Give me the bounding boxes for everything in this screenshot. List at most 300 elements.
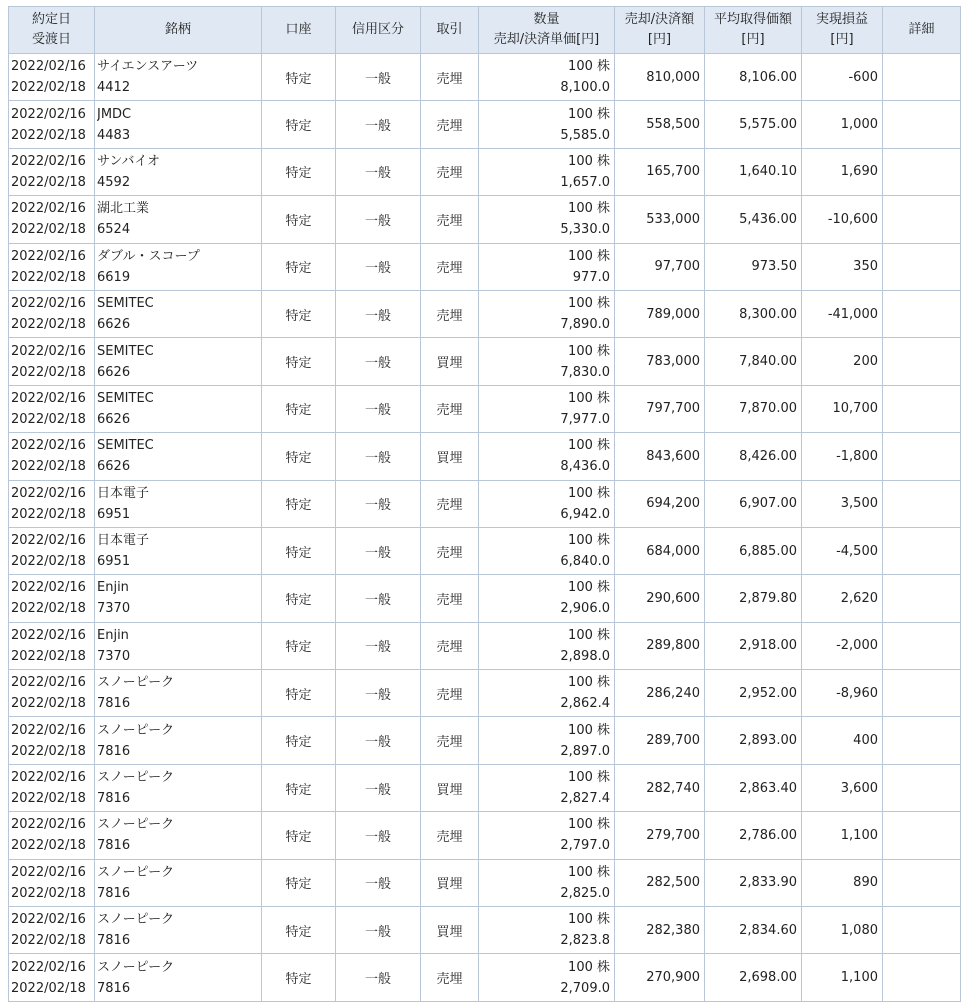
stock-name-link[interactable]: スノーピーク <box>97 959 175 975</box>
avg-cost-cell: 2,834.60 <box>705 907 802 954</box>
qty-price-cell <box>479 954 615 1001</box>
header-amount-unit: [円] <box>647 32 672 47</box>
settle-date: 2022/02/18 <box>11 127 86 143</box>
quantity: 100 株 <box>568 675 610 691</box>
detail-cell <box>883 54 961 101</box>
margin-type-cell: 一般 <box>336 954 421 1001</box>
trade-date: 2022/02/16 <box>11 959 86 975</box>
header-qty-price[interactable] <box>479 7 615 54</box>
stock-cell <box>95 859 262 906</box>
quantity: 100 株 <box>568 580 610 596</box>
qty-price-cell <box>479 196 615 243</box>
qty-price-cell <box>479 812 615 859</box>
qty-price-cell <box>479 717 615 764</box>
table-row <box>9 670 961 717</box>
stock-code: 4592 <box>97 174 131 190</box>
date-cell <box>9 859 95 906</box>
table-row <box>9 480 961 527</box>
stock-name-link[interactable]: Enjin <box>97 627 129 643</box>
header-amount-cell[interactable] <box>615 7 705 54</box>
avg-cost-cell: 5,575.00 <box>705 101 802 148</box>
settle-date: 2022/02/18 <box>11 269 86 285</box>
pnl-cell: 1,690 <box>802 148 883 195</box>
stock-name-link[interactable]: スノーピーク <box>97 770 175 786</box>
quantity: 100 株 <box>568 627 610 643</box>
pnl-cell: 400 <box>802 717 883 764</box>
avg-cost-cell: 2,918.00 <box>705 622 802 669</box>
date-cell <box>9 101 95 148</box>
price: 2,825.0 <box>560 885 610 901</box>
account-cell: 特定 <box>262 764 336 811</box>
amount-cell: 843,600 <box>615 433 705 480</box>
price: 8,100.0 <box>560 80 610 96</box>
trade-type-cell: 売埋 <box>421 954 479 1001</box>
avg-cost-cell: 1,640.10 <box>705 148 802 195</box>
date-cell <box>9 433 95 480</box>
avg-cost-cell: 6,907.00 <box>705 480 802 527</box>
stock-cell <box>95 527 262 574</box>
stock-code: 6951 <box>97 554 131 570</box>
table-row <box>9 527 961 574</box>
trade-type-cell: 売埋 <box>421 575 479 622</box>
qty-price-cell <box>479 338 615 385</box>
date-cell <box>9 575 95 622</box>
avg-cost-cell: 2,893.00 <box>705 717 802 764</box>
quantity: 100 株 <box>568 438 610 454</box>
settle-date: 2022/02/18 <box>11 648 86 664</box>
account-cell: 特定 <box>262 622 336 669</box>
header-margin-type[interactable]: 信用区分 <box>336 7 421 54</box>
detail-cell <box>883 338 961 385</box>
table-row <box>9 290 961 337</box>
header-avg-cost-cell[interactable] <box>705 7 802 54</box>
pnl-cell: 1,100 <box>802 812 883 859</box>
settle-date: 2022/02/18 <box>11 364 86 380</box>
qty-price-cell <box>479 148 615 195</box>
stock-cell <box>95 812 262 859</box>
account-cell: 特定 <box>262 54 336 101</box>
table-row <box>9 575 961 622</box>
price: 977.0 <box>572 269 610 285</box>
detail-cell <box>883 290 961 337</box>
date-cell <box>9 290 95 337</box>
avg-cost-cell: 2,833.90 <box>705 859 802 906</box>
account-cell: 特定 <box>262 338 336 385</box>
table-header-row <box>9 7 961 54</box>
price: 2,827.4 <box>560 791 610 807</box>
pnl-cell: 3,600 <box>802 764 883 811</box>
qty-price-cell <box>479 385 615 432</box>
trade-type-cell: 買埋 <box>421 338 479 385</box>
stock-code: 7816 <box>97 980 131 996</box>
settle-date: 2022/02/18 <box>11 174 86 190</box>
amount-cell: 289,700 <box>615 717 705 764</box>
pnl-cell: 200 <box>802 338 883 385</box>
stock-name-link[interactable]: ダブル・スコープ <box>97 248 200 264</box>
margin-type-cell: 一般 <box>336 433 421 480</box>
quantity: 100 株 <box>568 485 610 501</box>
margin-type-cell: 一般 <box>336 101 421 148</box>
amount-cell: 783,000 <box>615 338 705 385</box>
quantity: 100 株 <box>568 343 610 359</box>
date-cell <box>9 670 95 717</box>
trade-type-cell: 売埋 <box>421 480 479 527</box>
qty-price-cell <box>479 243 615 290</box>
amount-cell: 810,000 <box>615 54 705 101</box>
trade-type-cell: 買埋 <box>421 907 479 954</box>
trade-type-cell: 売埋 <box>421 812 479 859</box>
table-row <box>9 54 961 101</box>
price: 7,830.0 <box>560 364 610 380</box>
trade-date: 2022/02/16 <box>11 912 86 928</box>
price: 2,862.4 <box>560 696 610 712</box>
price: 6,942.0 <box>560 506 610 522</box>
amount-cell: 282,500 <box>615 859 705 906</box>
quantity: 100 株 <box>568 722 610 738</box>
settle-date: 2022/02/18 <box>11 696 86 712</box>
pnl-cell: 3,500 <box>802 480 883 527</box>
date-cell <box>9 243 95 290</box>
amount-cell: 282,740 <box>615 764 705 811</box>
stock-name-link[interactable]: スノーピーク <box>97 817 175 833</box>
date-cell <box>9 907 95 954</box>
stock-name-link[interactable]: 日本電子 <box>97 533 150 549</box>
stock-cell <box>95 622 262 669</box>
account-cell: 特定 <box>262 527 336 574</box>
price: 7,890.0 <box>560 317 610 333</box>
trade-type-cell: 売埋 <box>421 54 479 101</box>
stock-cell <box>95 385 262 432</box>
stock-code: 7816 <box>97 791 131 807</box>
qty-price-cell <box>479 480 615 527</box>
stock-name-link[interactable]: スノーピーク <box>97 864 175 880</box>
stock-code: 7370 <box>97 601 131 617</box>
header-account[interactable]: 口座 <box>262 7 336 54</box>
account-cell: 特定 <box>262 907 336 954</box>
trade-type-cell: 買埋 <box>421 433 479 480</box>
pnl-cell: -10,600 <box>802 196 883 243</box>
detail-cell <box>883 480 961 527</box>
pnl-cell: -600 <box>802 54 883 101</box>
date-cell <box>9 148 95 195</box>
stock-name-link[interactable]: Enjin <box>97 580 129 596</box>
price: 1,657.0 <box>560 174 610 190</box>
stock-code: 6626 <box>97 317 131 333</box>
account-cell: 特定 <box>262 290 336 337</box>
quantity: 100 株 <box>568 390 610 406</box>
detail-cell <box>883 812 961 859</box>
avg-cost-cell: 973.50 <box>705 243 802 290</box>
detail-cell <box>883 859 961 906</box>
stock-name-link[interactable]: 日本電子 <box>97 485 150 501</box>
margin-type-cell: 一般 <box>336 907 421 954</box>
header-pnl: 実現損益 <box>815 12 868 27</box>
trade-date: 2022/02/16 <box>11 722 86 738</box>
quantity: 100 株 <box>568 533 610 549</box>
price: 2,823.8 <box>560 933 610 949</box>
amount-cell: 533,000 <box>615 196 705 243</box>
qty-price-cell <box>479 290 615 337</box>
account-cell: 特定 <box>262 717 336 764</box>
pnl-cell: 2,620 <box>802 575 883 622</box>
stock-cell <box>95 290 262 337</box>
trade-date: 2022/02/16 <box>11 201 86 217</box>
amount-cell: 290,600 <box>615 575 705 622</box>
account-cell: 特定 <box>262 859 336 906</box>
margin-type-cell: 一般 <box>336 148 421 195</box>
stock-name-link[interactable]: サイエンスアーツ <box>97 59 199 75</box>
stock-name-link[interactable]: SEMITEC <box>97 438 154 454</box>
table-row <box>9 433 961 480</box>
margin-type-cell: 一般 <box>336 717 421 764</box>
qty-price-cell <box>479 622 615 669</box>
quantity: 100 株 <box>568 296 610 312</box>
account-cell: 特定 <box>262 670 336 717</box>
stock-name-link[interactable]: SEMITEC <box>97 390 154 406</box>
header-pnl-unit: [円] <box>830 32 854 47</box>
margin-type-cell: 一般 <box>336 812 421 859</box>
qty-price-cell <box>479 101 615 148</box>
price: 5,585.0 <box>560 127 610 143</box>
quantity: 100 株 <box>568 959 610 975</box>
detail-cell <box>883 954 961 1001</box>
table-row <box>9 148 961 195</box>
trade-type-cell: 売埋 <box>421 527 479 574</box>
trade-type-cell: 買埋 <box>421 859 479 906</box>
stock-name-link[interactable]: SEMITEC <box>97 343 154 359</box>
amount-cell: 279,700 <box>615 812 705 859</box>
detail-cell <box>883 575 961 622</box>
account-cell: 特定 <box>262 243 336 290</box>
account-cell: 特定 <box>262 196 336 243</box>
header-pnl-cell[interactable] <box>802 7 883 54</box>
pnl-cell: -1,800 <box>802 433 883 480</box>
trade-type-cell: 売埋 <box>421 148 479 195</box>
detail-cell <box>883 527 961 574</box>
price: 5,330.0 <box>560 222 610 238</box>
date-cell <box>9 54 95 101</box>
pnl-cell: -4,500 <box>802 527 883 574</box>
pnl-cell: -41,000 <box>802 290 883 337</box>
qty-price-cell <box>479 54 615 101</box>
quantity: 100 株 <box>568 817 610 833</box>
trade-date: 2022/02/16 <box>11 438 86 454</box>
account-cell: 特定 <box>262 385 336 432</box>
qty-price-cell <box>479 527 615 574</box>
table-row <box>9 622 961 669</box>
settle-date: 2022/02/18 <box>11 80 86 96</box>
stock-cell <box>95 243 262 290</box>
quantity: 100 株 <box>568 770 610 786</box>
amount-cell: 286,240 <box>615 670 705 717</box>
trade-date: 2022/02/16 <box>11 627 86 643</box>
quantity: 100 株 <box>568 912 610 928</box>
qty-price-cell <box>479 907 615 954</box>
margin-type-cell: 一般 <box>336 196 421 243</box>
stock-cell <box>95 54 262 101</box>
trade-type-cell: 売埋 <box>421 670 479 717</box>
stock-cell <box>95 480 262 527</box>
header-detail: 詳細 <box>883 7 961 54</box>
qty-price-cell <box>479 764 615 811</box>
quantity: 100 株 <box>568 864 610 880</box>
pnl-cell: 1,080 <box>802 907 883 954</box>
account-cell: 特定 <box>262 148 336 195</box>
trade-date: 2022/02/16 <box>11 153 86 169</box>
table-row <box>9 764 961 811</box>
avg-cost-cell: 6,885.00 <box>705 527 802 574</box>
price: 2,797.0 <box>560 838 610 854</box>
account-cell: 特定 <box>262 101 336 148</box>
table-body <box>9 54 961 1002</box>
stock-code: 4483 <box>97 127 131 143</box>
account-cell: 特定 <box>262 433 336 480</box>
trade-date: 2022/02/16 <box>11 864 86 880</box>
account-cell: 特定 <box>262 954 336 1001</box>
settle-date: 2022/02/18 <box>11 601 86 617</box>
detail-cell <box>883 670 961 717</box>
detail-cell <box>883 717 961 764</box>
trade-type-cell: 売埋 <box>421 622 479 669</box>
detail-cell <box>883 764 961 811</box>
avg-cost-cell: 8,300.00 <box>705 290 802 337</box>
amount-cell: 684,000 <box>615 527 705 574</box>
avg-cost-cell: 7,870.00 <box>705 385 802 432</box>
trade-date: 2022/02/16 <box>11 580 86 596</box>
margin-type-cell: 一般 <box>336 54 421 101</box>
account-cell: 特定 <box>262 480 336 527</box>
trade-type-cell: 売埋 <box>421 385 479 432</box>
settle-date: 2022/02/18 <box>11 506 86 522</box>
table-row <box>9 907 961 954</box>
avg-cost-cell: 7,840.00 <box>705 338 802 385</box>
trade-date: 2022/02/16 <box>11 59 86 75</box>
amount-cell: 289,800 <box>615 622 705 669</box>
settle-date: 2022/02/18 <box>11 933 86 949</box>
avg-cost-cell: 5,436.00 <box>705 196 802 243</box>
header-avg-cost-unit: [円] <box>741 32 765 47</box>
margin-type-cell: 一般 <box>336 338 421 385</box>
table-row <box>9 243 961 290</box>
stock-cell <box>95 148 262 195</box>
trade-type-cell: 売埋 <box>421 101 479 148</box>
margin-type-cell: 一般 <box>336 243 421 290</box>
qty-price-cell <box>479 433 615 480</box>
header-settle-date: 受渡日 <box>31 32 71 47</box>
trade-date: 2022/02/16 <box>11 248 86 264</box>
trade-date: 2022/02/16 <box>11 675 86 691</box>
amount-cell: 797,700 <box>615 385 705 432</box>
amount-cell: 558,500 <box>615 101 705 148</box>
stock-cell <box>95 101 262 148</box>
detail-cell <box>883 622 961 669</box>
avg-cost-cell: 8,106.00 <box>705 54 802 101</box>
settle-date: 2022/02/18 <box>11 459 86 475</box>
header-trade-date: 約定日 <box>31 12 71 27</box>
settle-date: 2022/02/18 <box>11 743 86 759</box>
table-row <box>9 812 961 859</box>
stock-code: 7816 <box>97 696 131 712</box>
stock-cell <box>95 196 262 243</box>
amount-cell: 282,380 <box>615 907 705 954</box>
stock-name-link[interactable]: 湖北工業 <box>97 201 150 217</box>
detail-cell <box>883 433 961 480</box>
avg-cost-cell: 2,863.40 <box>705 764 802 811</box>
trade-date: 2022/02/16 <box>11 770 86 786</box>
header-qty: 数量 <box>533 12 560 27</box>
realized-pnl-table <box>8 6 961 1002</box>
amount-cell: 165,700 <box>615 148 705 195</box>
stock-cell <box>95 954 262 1001</box>
trade-date: 2022/02/16 <box>11 390 86 406</box>
stock-code: 7370 <box>97 648 131 664</box>
stock-name-link[interactable]: スノーピーク <box>97 912 175 928</box>
stock-code: 7816 <box>97 933 131 949</box>
table-row <box>9 385 961 432</box>
stock-code: 6524 <box>97 222 131 238</box>
margin-type-cell: 一般 <box>336 622 421 669</box>
stock-name-link[interactable]: JMDC <box>97 106 132 122</box>
stock-cell <box>95 670 262 717</box>
stock-cell <box>95 764 262 811</box>
quantity: 100 株 <box>568 248 610 264</box>
qty-price-cell <box>479 575 615 622</box>
trade-type-cell: 売埋 <box>421 196 479 243</box>
date-cell <box>9 622 95 669</box>
trade-type-cell: 売埋 <box>421 717 479 764</box>
trade-type-cell: 売埋 <box>421 290 479 337</box>
pnl-cell: 1,100 <box>802 954 883 1001</box>
trade-type-cell: 売埋 <box>421 243 479 290</box>
stock-name-link[interactable]: スノーピーク <box>97 675 175 691</box>
margin-type-cell: 一般 <box>336 480 421 527</box>
settle-date: 2022/02/18 <box>11 411 86 427</box>
settle-date: 2022/02/18 <box>11 222 86 238</box>
account-cell: 特定 <box>262 812 336 859</box>
pnl-cell: 1,000 <box>802 101 883 148</box>
stock-name-link[interactable]: サンバイオ <box>97 153 161 169</box>
date-cell <box>9 764 95 811</box>
trade-date: 2022/02/16 <box>11 533 86 549</box>
date-cell <box>9 812 95 859</box>
detail-cell <box>883 196 961 243</box>
avg-cost-cell: 2,952.00 <box>705 670 802 717</box>
header-trade-type[interactable]: 取引 <box>421 7 479 54</box>
stock-cell <box>95 338 262 385</box>
detail-cell <box>883 101 961 148</box>
amount-cell: 789,000 <box>615 290 705 337</box>
date-cell <box>9 196 95 243</box>
stock-name-link[interactable]: SEMITEC <box>97 296 154 312</box>
pnl-cell: 10,700 <box>802 385 883 432</box>
header-date[interactable] <box>9 7 95 54</box>
quantity: 100 株 <box>568 153 610 169</box>
margin-type-cell: 一般 <box>336 527 421 574</box>
account-cell: 特定 <box>262 575 336 622</box>
quantity: 100 株 <box>568 59 610 75</box>
stock-name-link[interactable]: スノーピーク <box>97 722 175 738</box>
stock-code: 6626 <box>97 411 131 427</box>
price: 2,898.0 <box>560 648 610 664</box>
quantity: 100 株 <box>568 106 610 122</box>
price: 7,977.0 <box>560 411 610 427</box>
date-cell <box>9 954 95 1001</box>
stock-cell <box>95 575 262 622</box>
header-stock[interactable]: 銘柄 <box>95 7 262 54</box>
qty-price-cell <box>479 859 615 906</box>
table-row <box>9 717 961 764</box>
trade-date: 2022/02/16 <box>11 106 86 122</box>
